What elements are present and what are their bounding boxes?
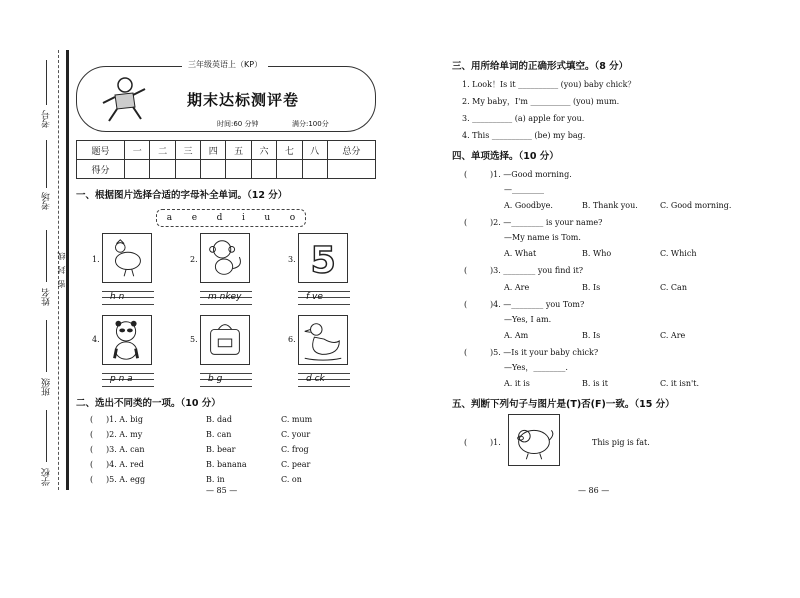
letter: u — [264, 213, 271, 223]
option-a: )3. A. can — [106, 445, 145, 454]
option-c: C. pear — [281, 460, 311, 469]
exam-header — [76, 60, 376, 132]
list-item — [76, 427, 376, 442]
series-label: 三年级英语上（KP） — [182, 59, 268, 70]
score-cell[interactable] — [125, 160, 150, 179]
option-c: C. Good morning. — [660, 200, 732, 210]
option-a: )4. A. red — [106, 460, 144, 469]
option-b: B. dad — [206, 415, 232, 424]
section-2-title: 二、选出不同类的一项。（10 分） — [76, 398, 221, 409]
letter: i — [241, 213, 245, 223]
item-number: )1. — [490, 438, 501, 447]
option-b: B. banana — [206, 460, 247, 469]
judge-sentence: This pig is fat. — [592, 438, 650, 447]
word-blank[interactable] — [102, 289, 154, 305]
option-b: B. in — [206, 475, 225, 484]
seal-word-feng: 封 — [57, 266, 66, 274]
section-5-title: 五、判断下列句子与图片是(T)否(F)一致。（15 分） — [452, 399, 675, 410]
seal-word-xian: 线 — [57, 252, 66, 260]
word-hint: f ve — [306, 292, 323, 302]
picture-grid — [76, 233, 376, 393]
answer-paren[interactable]: ( — [90, 475, 94, 484]
answer-paren[interactable]: ( — [464, 299, 468, 309]
label-class: 班级 — [42, 378, 52, 396]
letter: d — [216, 213, 223, 223]
option-b: B. Is — [582, 330, 601, 340]
item-number: 6. — [288, 335, 296, 344]
item-number: 1. — [92, 255, 100, 264]
question-2 — [452, 214, 752, 262]
score-table — [76, 140, 376, 179]
question-stem: )4. —________ you Tom? — [490, 299, 585, 309]
score-cell[interactable] — [327, 160, 375, 179]
label-exam-number: 考号 — [42, 110, 52, 128]
option-a: )5. A. egg — [106, 475, 146, 484]
option-a: A. it is — [504, 378, 530, 388]
option-a: A. What — [504, 248, 537, 258]
letter: o — [289, 213, 296, 223]
option-b: B. is it — [582, 378, 608, 388]
fill-line — [46, 230, 47, 282]
bag-icon — [200, 315, 250, 365]
list-item — [76, 442, 376, 457]
word-hint: b g — [208, 374, 223, 384]
answer-paren[interactable]: ( — [464, 265, 468, 275]
option-c: C. Are — [660, 330, 686, 340]
option-b: B. Is — [582, 282, 601, 292]
fill-line — [46, 410, 47, 462]
question-sub: —Yes, I am. — [504, 314, 552, 324]
score-cell[interactable] — [251, 160, 276, 179]
word-blank[interactable] — [298, 371, 350, 387]
answer-paren[interactable]: ( — [464, 347, 468, 357]
score-cell[interactable] — [226, 160, 251, 179]
seal-word-mi: 密 — [57, 280, 66, 288]
option-c: C. Can — [660, 282, 687, 292]
option-c: C. mum — [281, 415, 313, 424]
answer-paren[interactable]: ( — [464, 438, 468, 447]
left-page — [76, 60, 376, 487]
option-b: B. can — [206, 430, 232, 439]
letter-box — [156, 209, 306, 227]
question-5 — [452, 344, 752, 392]
answer-paren[interactable]: ( — [90, 460, 94, 469]
section-1-title: 一、根据图片选择合适的字母补全单词。（12 分） — [76, 190, 288, 201]
question-stem: )1. —Good morning. — [490, 169, 572, 179]
judge-item-1 — [452, 414, 752, 474]
fill-item[interactable]: 2. My baby，I'm __________ (you) mum. — [462, 97, 620, 106]
question-sub: —My name is Tom. — [504, 232, 581, 242]
answer-paren[interactable]: ( — [90, 415, 94, 424]
word-blank[interactable] — [200, 371, 252, 387]
word-hint: d ck — [306, 374, 325, 384]
pig-icon — [508, 414, 560, 466]
list-item — [76, 457, 376, 472]
fill-line — [46, 60, 47, 105]
option-b: B. bear — [206, 445, 236, 454]
score-cell[interactable] — [201, 160, 226, 179]
option-b: B. Thank you. — [582, 200, 638, 210]
question-3 — [452, 262, 752, 296]
full-score: 满分:100分 — [292, 120, 329, 128]
section-3-title: 三、用所给单词的正确形式填空。（8 分） — [452, 61, 629, 72]
score-cell[interactable] — [150, 160, 175, 179]
table-cell: 总分 — [327, 141, 375, 160]
kid-running-icon — [95, 75, 149, 125]
table-cell: 四 — [201, 141, 226, 160]
option-a: A. Are — [504, 282, 530, 292]
question-4 — [452, 296, 752, 344]
exam-title: 期末达标测评卷 — [187, 91, 300, 109]
option-a: A. Am — [504, 330, 529, 340]
option-a: A. Goodbye. — [504, 200, 553, 210]
word-hint: m nkey — [208, 292, 242, 302]
label-exam-room: 考场 — [42, 192, 52, 210]
question-stem: )5. —Is it your baby chick? — [490, 347, 599, 357]
letter: a — [166, 213, 173, 223]
word-blank[interactable] — [200, 289, 252, 305]
table-cell: 五 — [226, 141, 251, 160]
word-blank[interactable] — [298, 289, 350, 305]
option-c: C. Which — [660, 248, 697, 258]
item-number: 2. — [190, 255, 198, 264]
fill-item[interactable]: 1. Look！Is it __________ (you) baby chick？ — [462, 80, 636, 89]
question-sub: —Yes，________. — [504, 362, 568, 372]
table-cell: 七 — [277, 141, 302, 160]
table-cell: 二 — [150, 141, 175, 160]
page-number-left: — 85 — — [206, 486, 238, 495]
option-c: C. frog — [281, 445, 309, 454]
section-4-title: 四、单项选择。（10 分） — [452, 151, 559, 162]
label-school: 学校 — [42, 468, 52, 486]
fill-line — [46, 320, 47, 372]
score-table-row — [77, 160, 376, 179]
panda-icon — [102, 315, 152, 365]
right-page — [452, 58, 752, 474]
answer-paren[interactable]: ( — [90, 445, 94, 454]
svg-text:5: 5 — [310, 238, 336, 282]
question-1 — [452, 166, 752, 214]
score-table-header — [77, 141, 376, 160]
question-sub: —________ — [504, 184, 544, 194]
time-limit: 时间:60 分钟 — [217, 120, 259, 128]
answer-paren[interactable]: ( — [464, 169, 468, 179]
five-icon — [298, 233, 348, 283]
fill-line — [46, 140, 47, 188]
list-item — [76, 412, 376, 427]
table-cell: 得分 — [77, 160, 125, 179]
question-stem: )3. ________ you find it? — [490, 265, 584, 275]
item-number: 4. — [92, 335, 100, 344]
table-cell: 题号 — [77, 141, 125, 160]
option-c: C. your — [281, 430, 311, 439]
score-cell[interactable] — [175, 160, 200, 179]
label-name: 姓名 — [42, 288, 52, 306]
score-cell[interactable] — [302, 160, 327, 179]
answer-paren[interactable]: ( — [464, 217, 468, 227]
item-number: 3. — [288, 255, 296, 264]
letter: e — [191, 213, 198, 223]
option-b: B. Who — [582, 248, 612, 258]
table-cell: 三 — [175, 141, 200, 160]
monkey-icon — [200, 233, 250, 283]
option-c: C. on — [281, 475, 302, 484]
section-2-list — [76, 412, 376, 487]
score-cell[interactable] — [277, 160, 302, 179]
question-stem: )2. —________ is your name? — [490, 217, 603, 227]
page-number-right: — 86 — — [578, 486, 610, 495]
word-blank[interactable] — [102, 371, 154, 387]
duck-icon — [298, 315, 348, 365]
word-hint: h n — [110, 292, 125, 302]
option-c: C. it isn't. — [660, 378, 700, 388]
table-cell: 六 — [251, 141, 276, 160]
list-item — [76, 472, 376, 487]
option-a: )2. A. my — [106, 430, 143, 439]
table-cell: 八 — [302, 141, 327, 160]
item-number: 5. — [190, 335, 198, 344]
word-hint: p n a — [110, 374, 133, 384]
chicken-icon — [102, 233, 152, 283]
answer-paren[interactable]: ( — [90, 430, 94, 439]
table-cell: 一 — [125, 141, 150, 160]
fill-item[interactable]: 4. This __________ (be) my bag. — [462, 131, 586, 140]
fill-item[interactable]: 3. __________ (a) apple for you. — [462, 114, 585, 123]
binding-strip — [0, 0, 70, 598]
option-a: )1. A. big — [106, 415, 143, 424]
